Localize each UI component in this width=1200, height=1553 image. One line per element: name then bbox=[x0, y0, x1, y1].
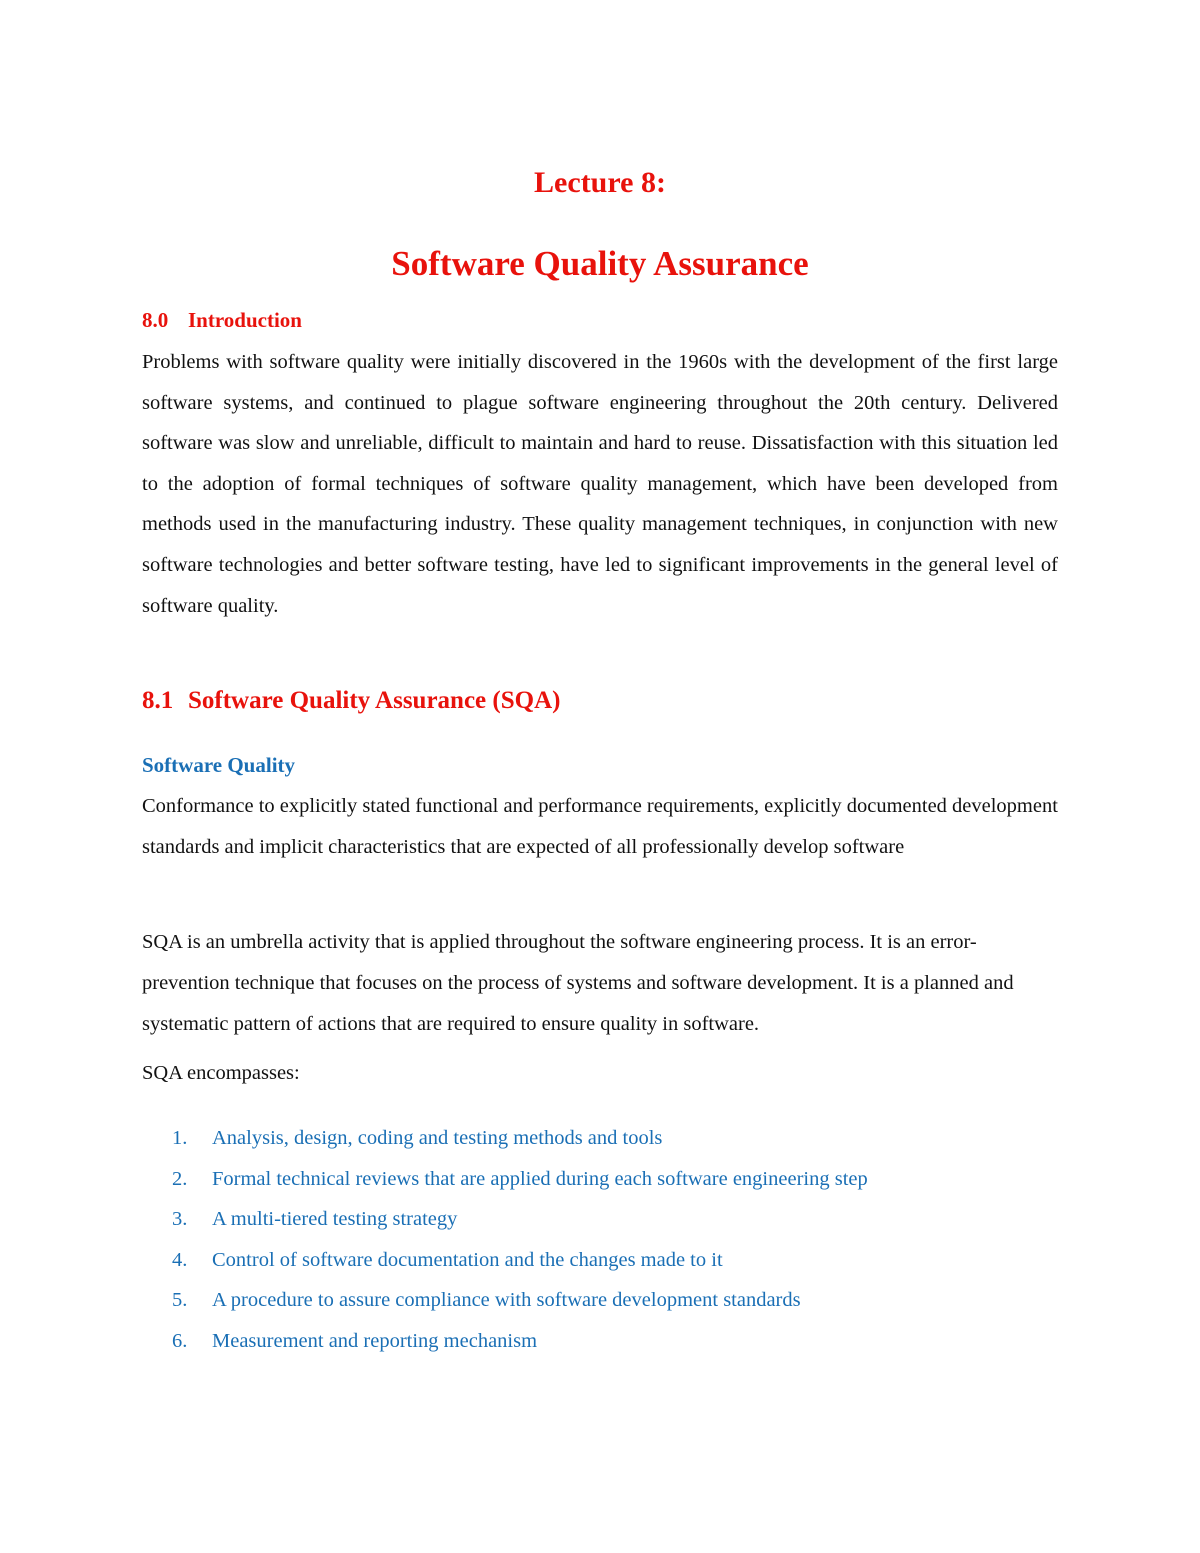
sqa-encompasses-list bbox=[172, 1120, 868, 1364]
list-item-number: 6. bbox=[172, 1329, 188, 1352]
list-item-text: Formal technical reviews that are applied during each software engineering step bbox=[212, 1167, 868, 1190]
list-item-number: 1. bbox=[172, 1127, 188, 1149]
list-item bbox=[172, 1201, 868, 1242]
list-item-number: 2. bbox=[172, 1167, 188, 1190]
list-item-text: Measurement and reporting mechanism bbox=[212, 1329, 538, 1352]
section-title: Software Quality Assurance (SQA) bbox=[188, 687, 561, 714]
document-title: Software Quality Assurance bbox=[391, 244, 809, 283]
list-item bbox=[172, 1242, 868, 1283]
list-item-number: 5. bbox=[172, 1289, 188, 1312]
list-item-text: A procedure to assure compliance with software development standards bbox=[212, 1289, 801, 1312]
list-item bbox=[172, 1282, 868, 1323]
list-item-text: Analysis, design, coding and testing methods and tools bbox=[212, 1127, 663, 1149]
list-item bbox=[172, 1120, 868, 1161]
lecture-number: Lecture 8: bbox=[534, 166, 666, 199]
section-heading-sqa bbox=[142, 687, 560, 715]
introduction-paragraph: Problems with software quality were initially discovered in the 1960s with the development of the first large software systems, and continued to plague software engineering throughout the 20th century. Delivered software was slow and unreliable, difficult to maintain and hard to reuse. Dissatisfaction with this situation led to the adoption of formal techniques of software quality management, which have been developed from methods used in the manufacturing industry. These quality management techniques, in conjunction with new software technologies and better software testing, have led to significant improvements in the general level of software quality. bbox=[142, 351, 1058, 617]
section-number: 8.0 bbox=[142, 308, 169, 332]
list-item-number: 4. bbox=[172, 1248, 188, 1271]
section-number: 8.1 bbox=[142, 687, 174, 714]
section-title: Introduction bbox=[188, 308, 302, 332]
list-item bbox=[172, 1161, 868, 1202]
software-quality-definition: Conformance to explicitly stated functional and performance requirements, explicitly documented development standards and implicit characteristics that are expected of all professionally develop software bbox=[142, 795, 1058, 858]
list-item bbox=[172, 1323, 868, 1364]
sqa-description-paragraph: SQA is an umbrella activity that is applied throughout the software engineering process. It is an error-prevention technique that focuses on the process of systems and software development. It is a planned and systematic pattern of actions that are required to ensure quality in software. bbox=[142, 931, 1014, 1035]
list-item-number: 3. bbox=[172, 1208, 188, 1231]
list-item-text: Control of software documentation and the changes made to it bbox=[212, 1248, 723, 1271]
subheading-software-quality: Software Quality bbox=[142, 753, 296, 777]
sqa-encompasses-label: SQA encompasses: bbox=[142, 1062, 300, 1084]
list-item-text: A multi-tiered testing strategy bbox=[212, 1208, 458, 1231]
section-heading-introduction bbox=[142, 308, 302, 333]
